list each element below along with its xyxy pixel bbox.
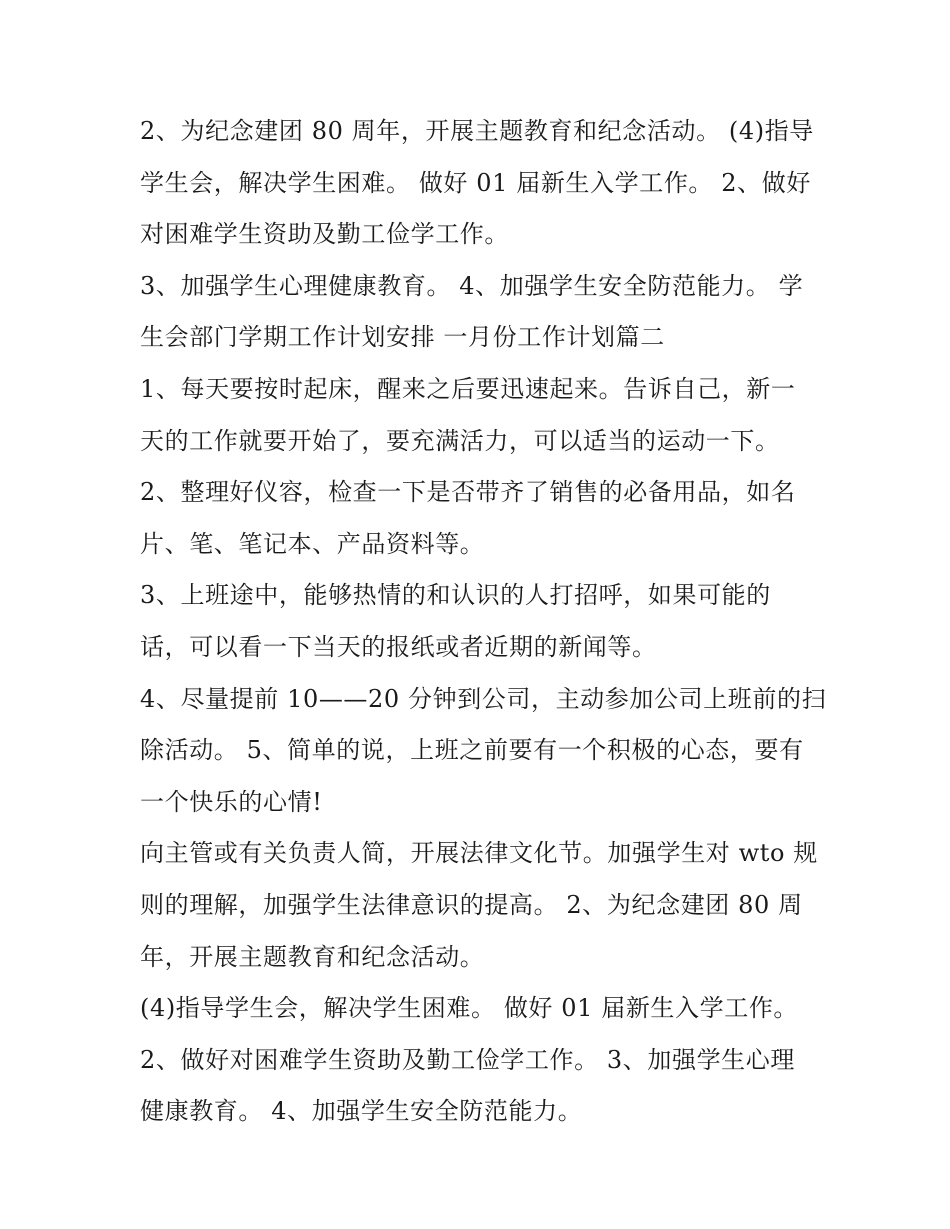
text-line: 3、上班途中，能够热情的和认识的人打招呼，如果可能的 — [140, 581, 771, 610]
text-line: 2、为纪念建团 80 周年，开展主题教育和纪念活动。 (4)指导 — [140, 117, 814, 145]
text-line: 4、尽量提前 10——20 分钟到公司，主动参加公司上班前的扫 — [140, 684, 827, 713]
text-line: 学生会，解决学生困难。 做好 01 届新生入学工作。 2、做好 — [140, 168, 811, 197]
text-line: 健康教育。 4、加强学生安全防范能力。 — [140, 1097, 583, 1126]
text-line: 生会部门学期工作计划安排 一月份工作计划篇二 — [140, 323, 665, 352]
text-line: 2、做好对困难学生资助及勤工俭学工作。 3、加强学生心理 — [140, 1045, 795, 1074]
paragraph-1 — [140, 106, 820, 261]
paragraph-8 — [140, 983, 820, 1035]
text-line: (4)指导学生会，解决学生困难。 做好 01 届新生入学工作。 — [140, 994, 799, 1023]
document-body — [140, 106, 827, 1138]
text-line: 1、每天要按时起床，醒来之后要迅速起来。告诉自己，新一 — [140, 374, 796, 403]
text-line: 对困难学生资助及勤工俭学工作。 — [140, 220, 509, 249]
paragraph-9 — [140, 1035, 820, 1138]
paragraph-3 — [140, 364, 820, 467]
text-line: 片、笔、笔记本、产品资料等。 — [140, 529, 485, 558]
paragraph-6 — [140, 674, 827, 829]
text-line: 年，开展主题教育和纪念活动。 — [140, 942, 485, 971]
paragraph-4 — [140, 467, 820, 570]
paragraph-5 — [140, 570, 820, 673]
paragraph-7 — [140, 828, 820, 983]
text-line: 天的工作就要开始了，要充满活力，可以适当的运动一下。 — [140, 426, 780, 455]
text-line: 一个快乐的心情! — [140, 787, 323, 816]
paragraph-2 — [140, 261, 820, 364]
text-line: 话，可以看一下当天的报纸或者近期的新闻等。 — [140, 632, 657, 661]
text-line: 3、加强学生心理健康教育。 4、加强学生安全防范能力。 学 — [140, 271, 804, 300]
text-line: 向主管或有关负责人简，开展法律文化节。加强学生对 wto 规 — [140, 839, 818, 868]
text-line: 则的理解，加强学生法律意识的提高。 2、为纪念建团 80 周 — [140, 890, 803, 919]
text-line: 除活动。 5、简单的说，上班之前要有一个积极的心态，要有 — [140, 736, 804, 765]
text-line: 2、整理好仪容，检查一下是否带齐了销售的必备用品，如名 — [140, 478, 796, 507]
